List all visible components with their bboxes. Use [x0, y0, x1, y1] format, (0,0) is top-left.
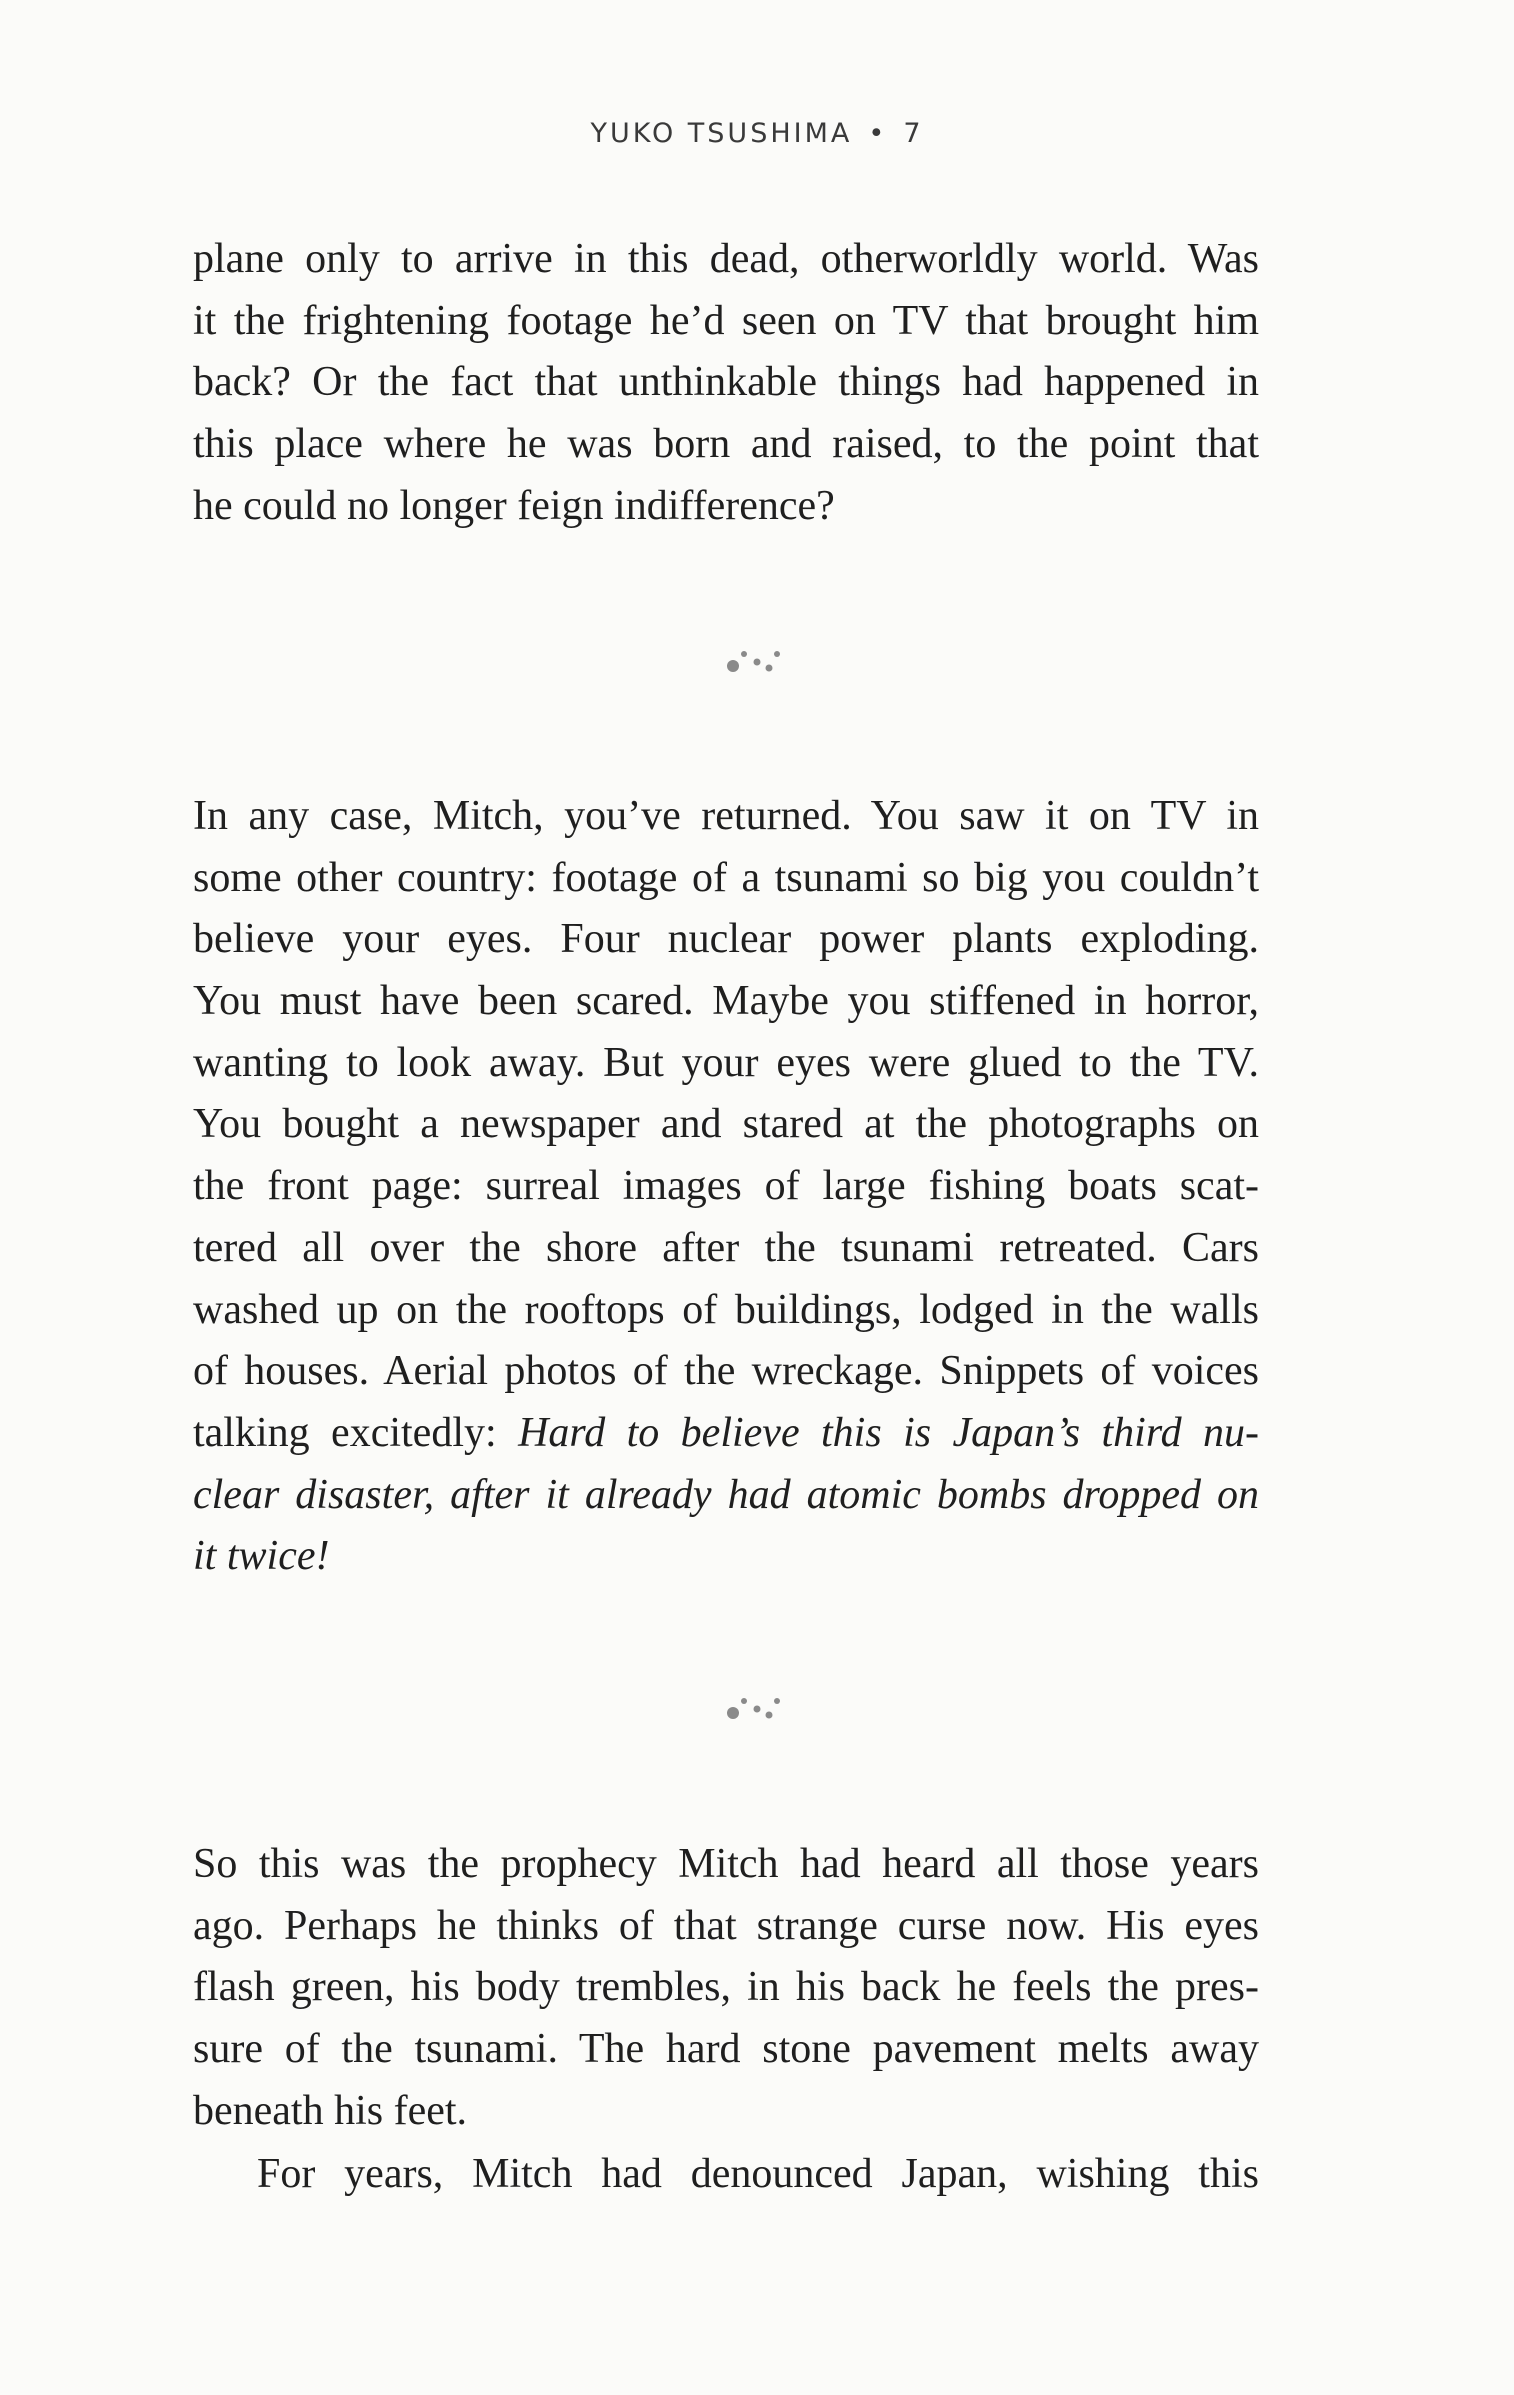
text-line: You must have been scared. Maybe you stiffened in horror,	[193, 978, 1259, 1025]
text-italic: clear disaster, after it already had atomic bombs dropped on	[193, 1471, 1259, 1518]
text-line: of houses. Aerial photos of the wreckage. Snippets of voices	[193, 1348, 1259, 1395]
section-break-ornament	[0, 640, 1514, 685]
text-line: the front page: surreal images of large fishing boats scat-	[193, 1163, 1259, 1210]
text-line: wanting to look away. But your eyes were glued to the TV.	[193, 1039, 1259, 1086]
text-line: washed up on the rooftops of buildings, lodged in the walls	[193, 1286, 1259, 1333]
text-italic: it twice!	[193, 1533, 330, 1580]
text-line: back? Or the fact that unthinkable things had happened in	[193, 359, 1259, 406]
text-line: beneath his feet.	[193, 2087, 468, 2134]
text-line: ago. Perhaps he thinks of that strange curse now. His eyes	[193, 1902, 1259, 1949]
header-separator: •	[868, 118, 888, 149]
section-break-dots-icon	[717, 640, 797, 680]
text-line: You bought a newspaper and stared at the photographs on	[193, 1101, 1259, 1148]
text-line	[193, 1526, 1259, 1588]
text-line: plane only to arrive in this dead, otherworldly world. Was	[193, 236, 1259, 282]
text-roman: talking excitedly:	[193, 1409, 519, 1456]
text-line: flash green, his body trembles, in his back he feels the pres-	[193, 1964, 1259, 2011]
text-line: some other country: footage of a tsunami so big you couldn’t	[193, 854, 1259, 901]
paragraph-4	[193, 2144, 1259, 2206]
text-line: tered all over the shore after the tsunami retreated. Cars	[193, 1224, 1259, 1271]
text-line: believe your eyes. Four nuclear power plants exploding.	[193, 916, 1259, 963]
text-line: So this was the prophecy Mitch had heard all those years	[193, 1841, 1259, 1887]
paragraph-2	[193, 786, 1259, 1588]
running-head	[0, 118, 1514, 149]
paragraph-3	[193, 1834, 1259, 2142]
text-line: In any case, Mitch, you’ve returned. You saw it on TV in	[193, 793, 1259, 839]
text-line: it the frightening footage he’d seen on TV that brought him	[193, 297, 1259, 344]
text-line: sure of the tsunami. The hard stone pavement melts away	[193, 2026, 1259, 2073]
author-name: YUKO TSUSHIMA	[590, 118, 853, 149]
text-line	[193, 1403, 1259, 1465]
page-number: 7	[903, 118, 924, 149]
paragraph-1	[193, 229, 1259, 537]
section-break-ornament	[0, 1687, 1514, 1732]
text-line: For years, Mitch had denounced Japan, wishing this	[257, 2151, 1259, 2197]
text-italic: Hard to believe this is Japan’s third nu-	[518, 1409, 1260, 1456]
text-line: this place where he was born and raised, to the point that	[193, 421, 1259, 468]
text-line: he could no longer feign indifference?	[193, 482, 835, 529]
section-break-dots-icon	[717, 1687, 797, 1727]
text-line	[193, 1465, 1259, 1527]
